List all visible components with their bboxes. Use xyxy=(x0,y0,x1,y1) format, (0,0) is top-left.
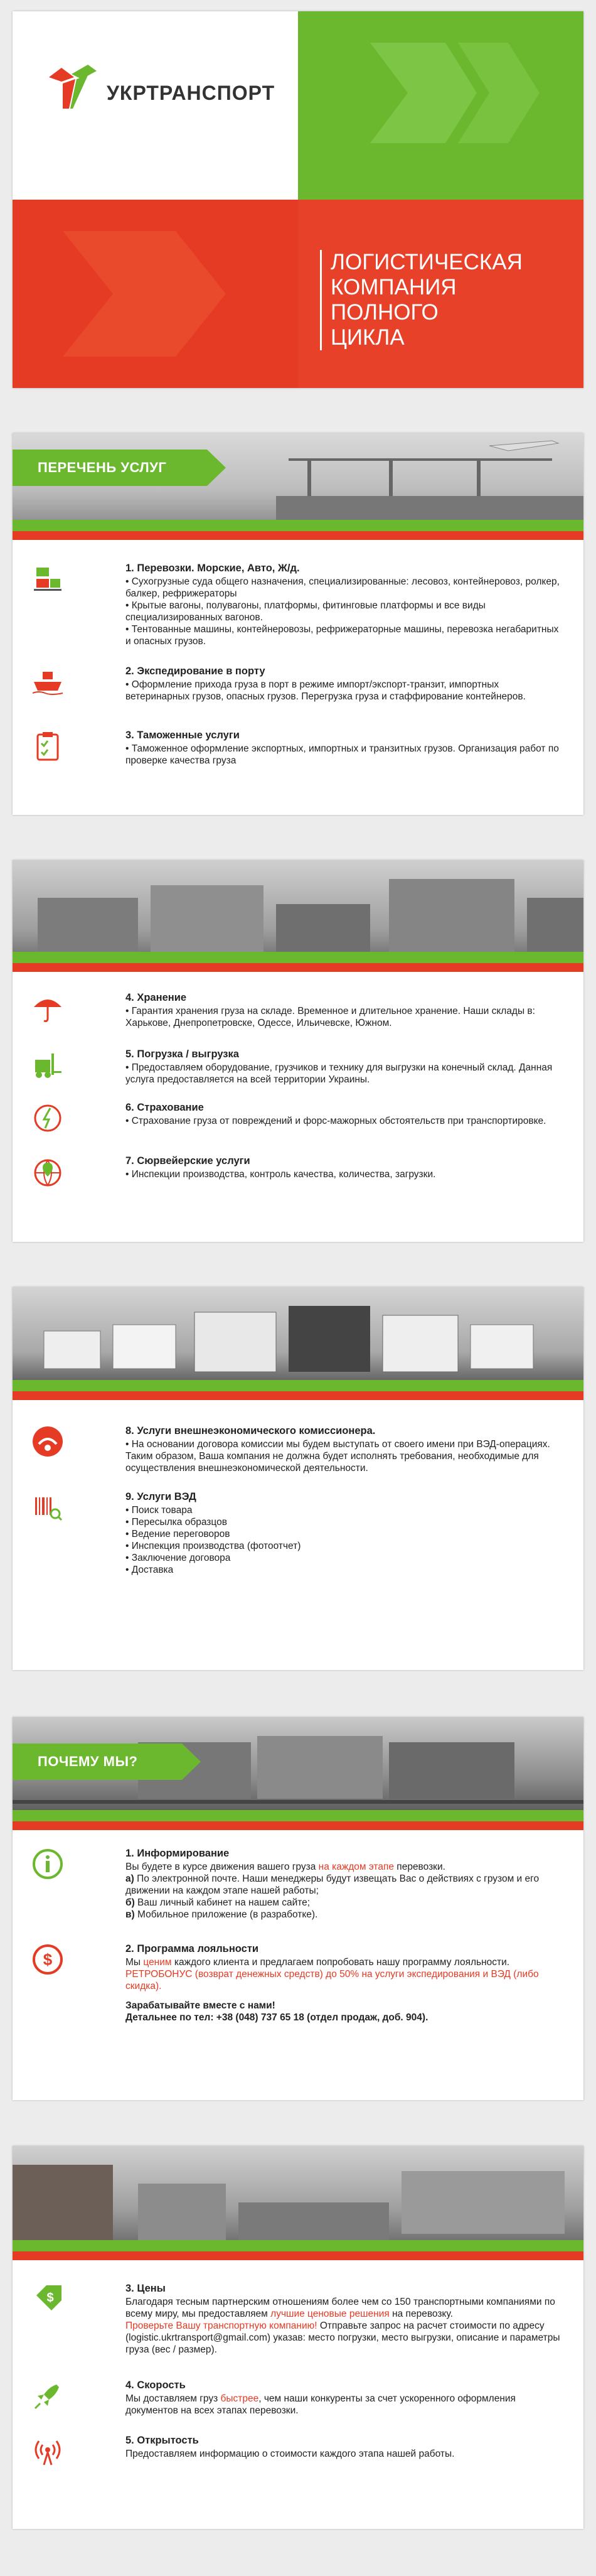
dollar-icon xyxy=(31,1943,64,1976)
advantage-text: Предоставляем информацию о стоимости каждого этапа нашей работы. xyxy=(125,2449,455,2459)
why-us-banner: ПОЧЕМУ МЫ? xyxy=(13,1743,182,1780)
service-line: • Сухогрузные суда общего назначения, специализированные: лесовоз, контейнеровоз, ролкер, балкер, рефрижераторы xyxy=(125,576,560,599)
service-line: • На основании договора комиссии мы будем выступать от своего имени при ВЭД-операциях. Таким образом, Ваша компания не должна будет исполнять требования, необходимые для осуществления внешнеэкономической деятельности. xyxy=(125,1439,550,1474)
green-stripe xyxy=(13,2240,583,2251)
benefit-text: Вы будете в курсе движения вашего груза на каждом этапе перевозки. xyxy=(125,1862,445,1872)
green-stripe xyxy=(13,952,583,963)
benefit-title: 1. Информирование xyxy=(125,1848,230,1859)
benefit-title: 2. Программа лояльности xyxy=(125,1943,259,1954)
red-stripe xyxy=(13,963,583,972)
service-line: • Таможенное оформление экспортных, импортных и транзитных грузов. Организация работ по проверке качества груза xyxy=(125,743,559,766)
headline-line-3: ПОЛНОГО xyxy=(331,300,439,325)
services-banner: ПЕРЕЧЕНЬ УСЛУГ xyxy=(13,450,207,486)
warehouse-dock-photo xyxy=(13,2146,583,2250)
cover-slide xyxy=(13,11,583,388)
headline-line-2: КОМПАНИЯ xyxy=(331,275,457,299)
contact-phone: Детальнее по тел: +38 (048) 737 65 18 (отдел продаж, доб. 904). xyxy=(125,2012,428,2023)
advantage-text: Благодаря тесным партнерским отношениям более чем со 150 транспортными компаниями по всему миру, мы предоставляем лучшие ценовые решения на перевозку. xyxy=(125,2297,555,2319)
service-title: 8. Услуги внешнеэкономического комиссионера. xyxy=(125,1425,376,1436)
globe-pin-icon xyxy=(31,1155,64,1188)
service-title: 7. Сюрвейерские услуги xyxy=(125,1155,250,1167)
barcode-icon xyxy=(31,1491,64,1524)
clipboard-icon xyxy=(31,730,64,762)
cover-headline xyxy=(320,250,582,350)
service-line: • Инспекция производства (фотоотчет) xyxy=(125,1541,301,1551)
service-line: • Инспекции производства, контроль качества, количества, загрузки. xyxy=(125,1169,436,1180)
container-terminal-photo xyxy=(13,860,583,961)
company-name: УКРТРАНСПОРТ xyxy=(107,82,275,104)
broadcast-icon xyxy=(31,2435,64,2467)
forklift-icon xyxy=(31,1048,64,1081)
service-title: 2. Экспедирование в порту xyxy=(125,666,265,677)
advantage-title: 5. Открытость xyxy=(125,2435,199,2446)
price-tag-icon xyxy=(31,2283,64,2315)
ship-icon xyxy=(31,666,64,698)
svg-text:$: $ xyxy=(46,2291,54,2305)
why-us-slide xyxy=(13,1717,583,2100)
umbrella-icon xyxy=(31,992,64,1025)
benefit-text: в) Мобильное приложение (в разработке). xyxy=(125,1909,318,1920)
service-line: • Доставка xyxy=(125,1565,174,1575)
red-stripe xyxy=(13,531,583,540)
green-stripe xyxy=(13,520,583,531)
containers-icon xyxy=(31,563,64,595)
earn-text: Зарабатывайте вместе с нами! xyxy=(125,2000,275,2011)
advantage-title: 3. Цены xyxy=(125,2283,166,2294)
service-title: 5. Погрузка / выгрузка xyxy=(125,1048,239,1060)
service-line: • Гарантия хранения груза на складе. Временное и длительное хранение. Наши склады в: Харькове, Днепропетровске, Одессе, Ильичевске, Южном. xyxy=(125,1006,535,1028)
trucks-photo xyxy=(13,1287,583,1388)
service-line: • Пересылка образцов xyxy=(125,1517,227,1528)
advantage-text: Мы доставляем груз быстрее, чем наши конкуренты за счет ускоренного оформления документов на всех этапах перевозки. xyxy=(125,2393,516,2416)
advantages-slide xyxy=(13,2146,583,2529)
service-title: 9. Услуги ВЭД xyxy=(125,1491,196,1502)
rocket-icon xyxy=(31,2379,64,2412)
support-agent-icon xyxy=(31,1425,64,1458)
service-line: • Оформление прихода груза в порт в режиме импорт/экспорт-транзит, импортных ветеринарных грузов, опасных грузов. Перегрузка груза и стаффирование контейнеров. xyxy=(125,679,526,702)
green-stripe xyxy=(13,1810,583,1821)
info-icon xyxy=(31,1848,64,1880)
advantage-text: Проверьте Вашу транспортную компанию! Отправьте запрос на расчет стоимости по адресу (logistic.ukrtransport@gmail.com) указав: место погрузки, место выгрузки, описание и параметры груза (вес / размер). xyxy=(125,2320,560,2355)
benefit-text: а) По электронной почте. Наши менеджеры будут извещать Вас о действиях с грузом и его движении на каждом этапе нашей работы; xyxy=(125,1873,540,1896)
red-arrow-decor-icon xyxy=(50,212,276,375)
service-title: 4. Хранение xyxy=(125,992,187,1003)
red-stripe xyxy=(13,1821,583,1830)
service-line: • Ведение переговоров xyxy=(125,1529,230,1539)
arrow-decor-icon xyxy=(351,24,552,193)
service-line: • Страхование груза от повреждений и форс-мажорных обстоятельств при транспортировке. xyxy=(125,1116,546,1126)
red-stripe xyxy=(13,2251,583,2260)
services-slide-1 xyxy=(13,433,583,815)
benefit-text: б) Ваш личный кабинет на нашем сайте; xyxy=(125,1897,311,1908)
company-logo-icon xyxy=(44,62,100,112)
service-title: 6. Страхование xyxy=(125,1102,204,1113)
svg-text:$: $ xyxy=(43,1950,53,1969)
insurance-icon xyxy=(31,1102,64,1134)
green-stripe xyxy=(13,1380,583,1391)
service-line: • Заключение договора xyxy=(125,1553,231,1563)
services-slide-3 xyxy=(13,1287,583,1670)
service-title: 3. Таможенные услуги xyxy=(125,730,240,741)
headline-line-4: ЦИКЛА xyxy=(331,325,405,350)
service-line: • Тентованные машины, контейнеровозы, рефрижераторные машины, перевозка негабаритных и опасных грузов. xyxy=(125,624,559,647)
headline-line-1: ЛОГИСТИЧЕСКАЯ xyxy=(331,250,523,274)
services-slide-2 xyxy=(13,860,583,1242)
service-line: • Крытые вагоны, полувагоны, платформы, фитинговые платформы и все виды специализированных вагонов. xyxy=(125,600,486,623)
service-title: 1. Перевозки. Морские, Авто, Ж/д. xyxy=(125,563,300,574)
retro-bonus-text: РЕТРОБОНУС (возврат денежных средств) до 50% на услуги экспедирования и ВЭД (либо скидка). xyxy=(125,1969,539,1991)
benefit-text: Мы ценим каждого клиента и предлагаем попробовать нашу программу лояльности. xyxy=(125,1957,510,1968)
red-stripe xyxy=(13,1391,583,1400)
advantage-title: 4. Скорость xyxy=(125,2379,186,2391)
service-line: • Предоставляем оборудование, грузчиков и технику для выгрузки на конечный склад. Данная услуга предоставляется на всей территории Украины. xyxy=(125,1062,553,1085)
service-line: • Поиск товара xyxy=(125,1505,193,1516)
